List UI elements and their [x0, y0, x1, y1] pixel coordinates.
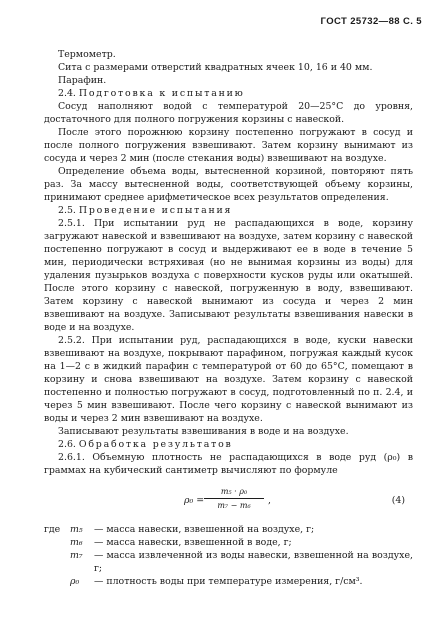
formula: [44, 481, 413, 517]
paragraph: Записывают результаты взвешивания в воде и на воздухе.: [58, 426, 349, 437]
section-number: 2.6.: [58, 439, 76, 450]
formula-lhs: ρ₀ =: [184, 495, 205, 506]
definition-row: [44, 523, 413, 536]
section-title: Обработка результатов: [78, 439, 233, 450]
paragraph: 2.5.1. При испытании руд не распадающихся в воде, корзину загружают навеской и взвешивают на воздухе, затем корзину с навеской постепенно погружают в сосуд и выдерживают ее в воде в течение 5 мин, периодически встряхивая (но не вынимая корзины из воды) для удаления пузырьков воздуха с поверхности кусков руды или окатышей. После этого корзину с навеской, погруженную в воду, взвешивают. Затем корзину с навеской вынимают из сосуда и через 2 мин взвешивают на воздухе. Записывают результаты взвешивания навески в воде и на воздухе.: [44, 218, 413, 333]
formula-fraction: [204, 486, 264, 511]
definition-row: [44, 549, 413, 575]
definition-text: — масса навески, взвешенной на воздухе, г;: [94, 524, 315, 535]
formula-numerator: m₅ · ρ₀: [204, 486, 264, 499]
section-title: Подготовка к испытанию: [78, 88, 245, 99]
definition-symbol: m₇: [70, 550, 83, 561]
definition-symbol: ρ₀: [70, 576, 80, 587]
paragraph: Определение объема воды, вытесненной корзиной, повторяют пять раз. За массу вытесненной воды, соответствующей объему корзины, принимают среднее арифметическое всех результатов определения.: [44, 166, 413, 203]
definition-symbol: m₅: [70, 524, 83, 535]
definition-text: — масса навески, взвешенной в воде, г;: [94, 537, 292, 548]
section-heading: [44, 438, 413, 451]
page-header: ГОСТ 25732—88 С. 5: [320, 16, 422, 27]
paragraph: После этого порожнюю корзину постепенно погружают в сосуд и после полного погружения взвешивают. Затем корзину вынимают из сосуда и через 2 мин (после стекания воды) взвешивают на воздухе.: [44, 127, 413, 164]
definition-symbol: m₆: [70, 537, 83, 548]
definition-row: [44, 536, 413, 549]
definitions-list: [44, 523, 413, 588]
section-heading: [44, 87, 413, 100]
equation-number: (4): [391, 495, 405, 506]
definition-row: [44, 575, 413, 588]
formula-denominator: m₇ − m₆: [217, 501, 251, 510]
definition-text: — плотность воды при температуре измерения, г/см³.: [94, 576, 363, 587]
section-title: Проведение испытания: [78, 205, 233, 216]
paragraph: 2.6.1. Объемную плотность не распадающихся в воде руд (ρ₀) в граммах на кубический сантиметр вычисляют по формуле: [44, 452, 413, 476]
paragraph: Парафин.: [58, 75, 107, 86]
section-heading: [44, 204, 413, 217]
section-number: 2.4.: [58, 88, 76, 99]
definitions-intro: где: [44, 524, 61, 535]
definition-text: — масса извлеченной из воды навески, взвешенной на воздухе, г;: [94, 550, 413, 574]
page-body: [44, 48, 413, 588]
section-number: 2.5.: [58, 205, 76, 216]
formula-comma: ,: [268, 495, 271, 506]
paragraph: Сита с размерами отверстий квадратных ячеек 10, 16 и 40 мм.: [58, 62, 373, 73]
paragraph: Сосуд наполняют водой с температурой 20—25°С до уровня, достаточного для полного погружения корзины с навеской.: [44, 101, 413, 125]
paragraph: 2.5.2. При испытании руд, распадающихся в воде, куски навески взвешивают на воздухе, покрывают парафином, погружая каждый кусок на 1—2 с в жидкий парафин с температурой от 60 до 65°С, помещают в корзину и снова взвешивают на воздухе. Затем корзину с навеской постепенно и полностью погружают в сосуд, подготовленный по п. 2.4, и через 5 мин взвешивают. После чего корзину с навеской вынимают из воды и через 2 мин взвешивают на воздухе.: [44, 335, 413, 424]
paragraph: Термометр.: [58, 49, 116, 60]
